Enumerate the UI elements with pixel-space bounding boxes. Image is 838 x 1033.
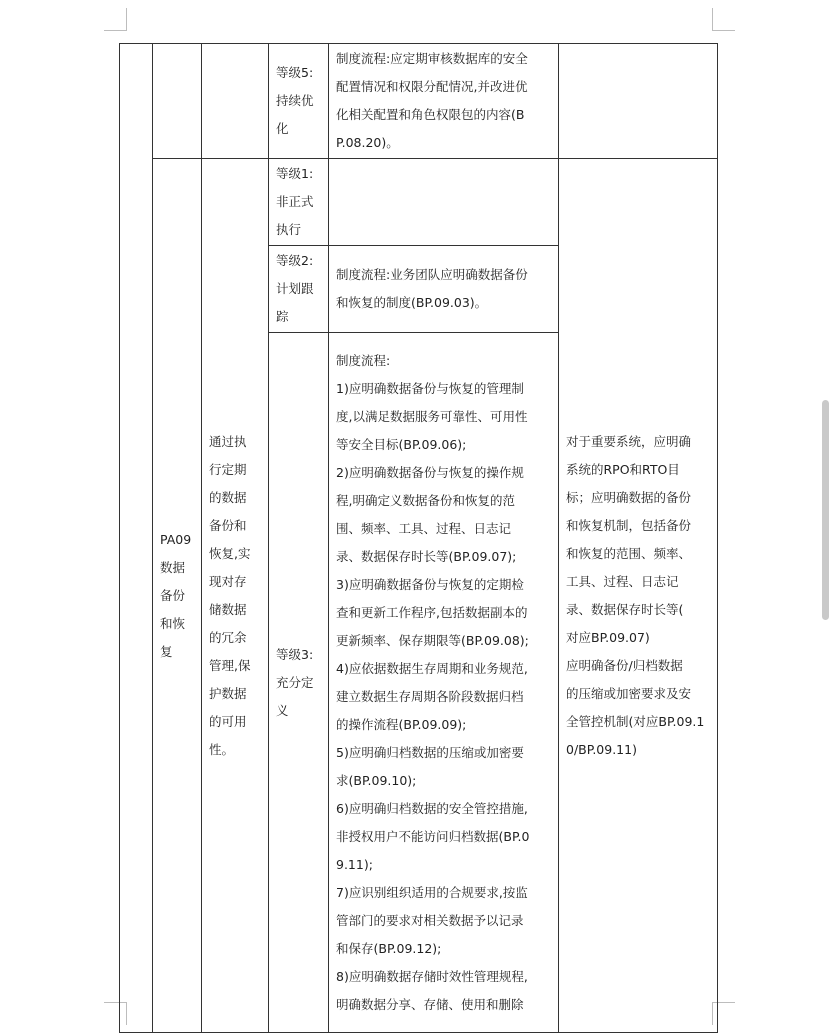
pa09-id-cell: PA09 数据 备份 和恢 复 [153,159,202,1033]
empty-cell [153,44,202,159]
level-2-content: 制度流程:业务团队应明确数据备份 和恢复的制度(BP.09.03)。 [329,246,559,333]
level-2-label: 等级2: 计划跟 踪 [269,246,329,333]
requirement-cell: 对于重要系统，应明确 系统的RPO和RTO目 标；应明确数据的备份 和恢复机制，包括备份 和恢复的范围、频率、 工具、过程、日志记 录、数据保存时长等( 对应BP.09.07) 应明确备份/归档数据 的压缩或加密要求及安 全管控机制(对应BP.09.1 0/BP.09.11) [559,159,718,1033]
capability-table [119,43,718,1033]
level-3-label: 等级3: 充分定 义 [269,333,329,1033]
level-1-content [329,159,559,246]
crop-mark-top-right [712,8,735,31]
level-5-label: 等级5: 持续优 化 [269,44,329,159]
level-1-label: 等级1: 非正式 执行 [269,159,329,246]
table-row-level5 [120,44,718,159]
table-row-level1 [120,159,718,246]
scrollbar-thumb[interactable] [822,400,829,620]
blank-left-column [120,44,153,1033]
pa09-description-cell: 通过执 行定期 的数据 备份和 恢复,实 现对存 储数据 的冗余 管理,保 护数据 的可用 性。 [202,159,269,1033]
empty-cell [202,44,269,159]
level-3-content: 制度流程: 1)应明确数据备份与恢复的管理制 度,以满足数据服务可靠性、可用性 等安全目标(BP.09.06); 2)应明确数据备份与恢复的操作规 程,明确定义数据备份和恢复的范 围、频率、工具、过程、日志记 录、数据保存时长等(BP.09.07); 3)应明确数据备份与恢复的定期检 查和更新工作程序,包括数据副本的 更新频率、保存期限等(BP.09.08); 4)应依据数据生存周期和业务规范, 建立数据生存周期各阶段数据归档 的操作流程(BP.09.09); 5)应明确归档数据的压缩或加密要 求(BP.09.10); 6)应明确归档数据的安全管控措施, 非授权用户不能访问归档数据(BP.0 9.11); 7)应识别组织适用的合规要求,按监 管部门的要求对相关数据予以记录 和保存(BP.09.12); 8)应明确数据存储时效性管理规程, 明确数据分享、存储、使用和删除 [329,333,559,1033]
empty-cell [559,44,718,159]
crop-mark-top-left [104,8,127,31]
level-5-content: 制度流程:应定期审核数据库的安全 配置情况和权限分配情况,并改进优 化相关配置和角色权限包的内容(B P.08.20)。 [329,44,559,159]
